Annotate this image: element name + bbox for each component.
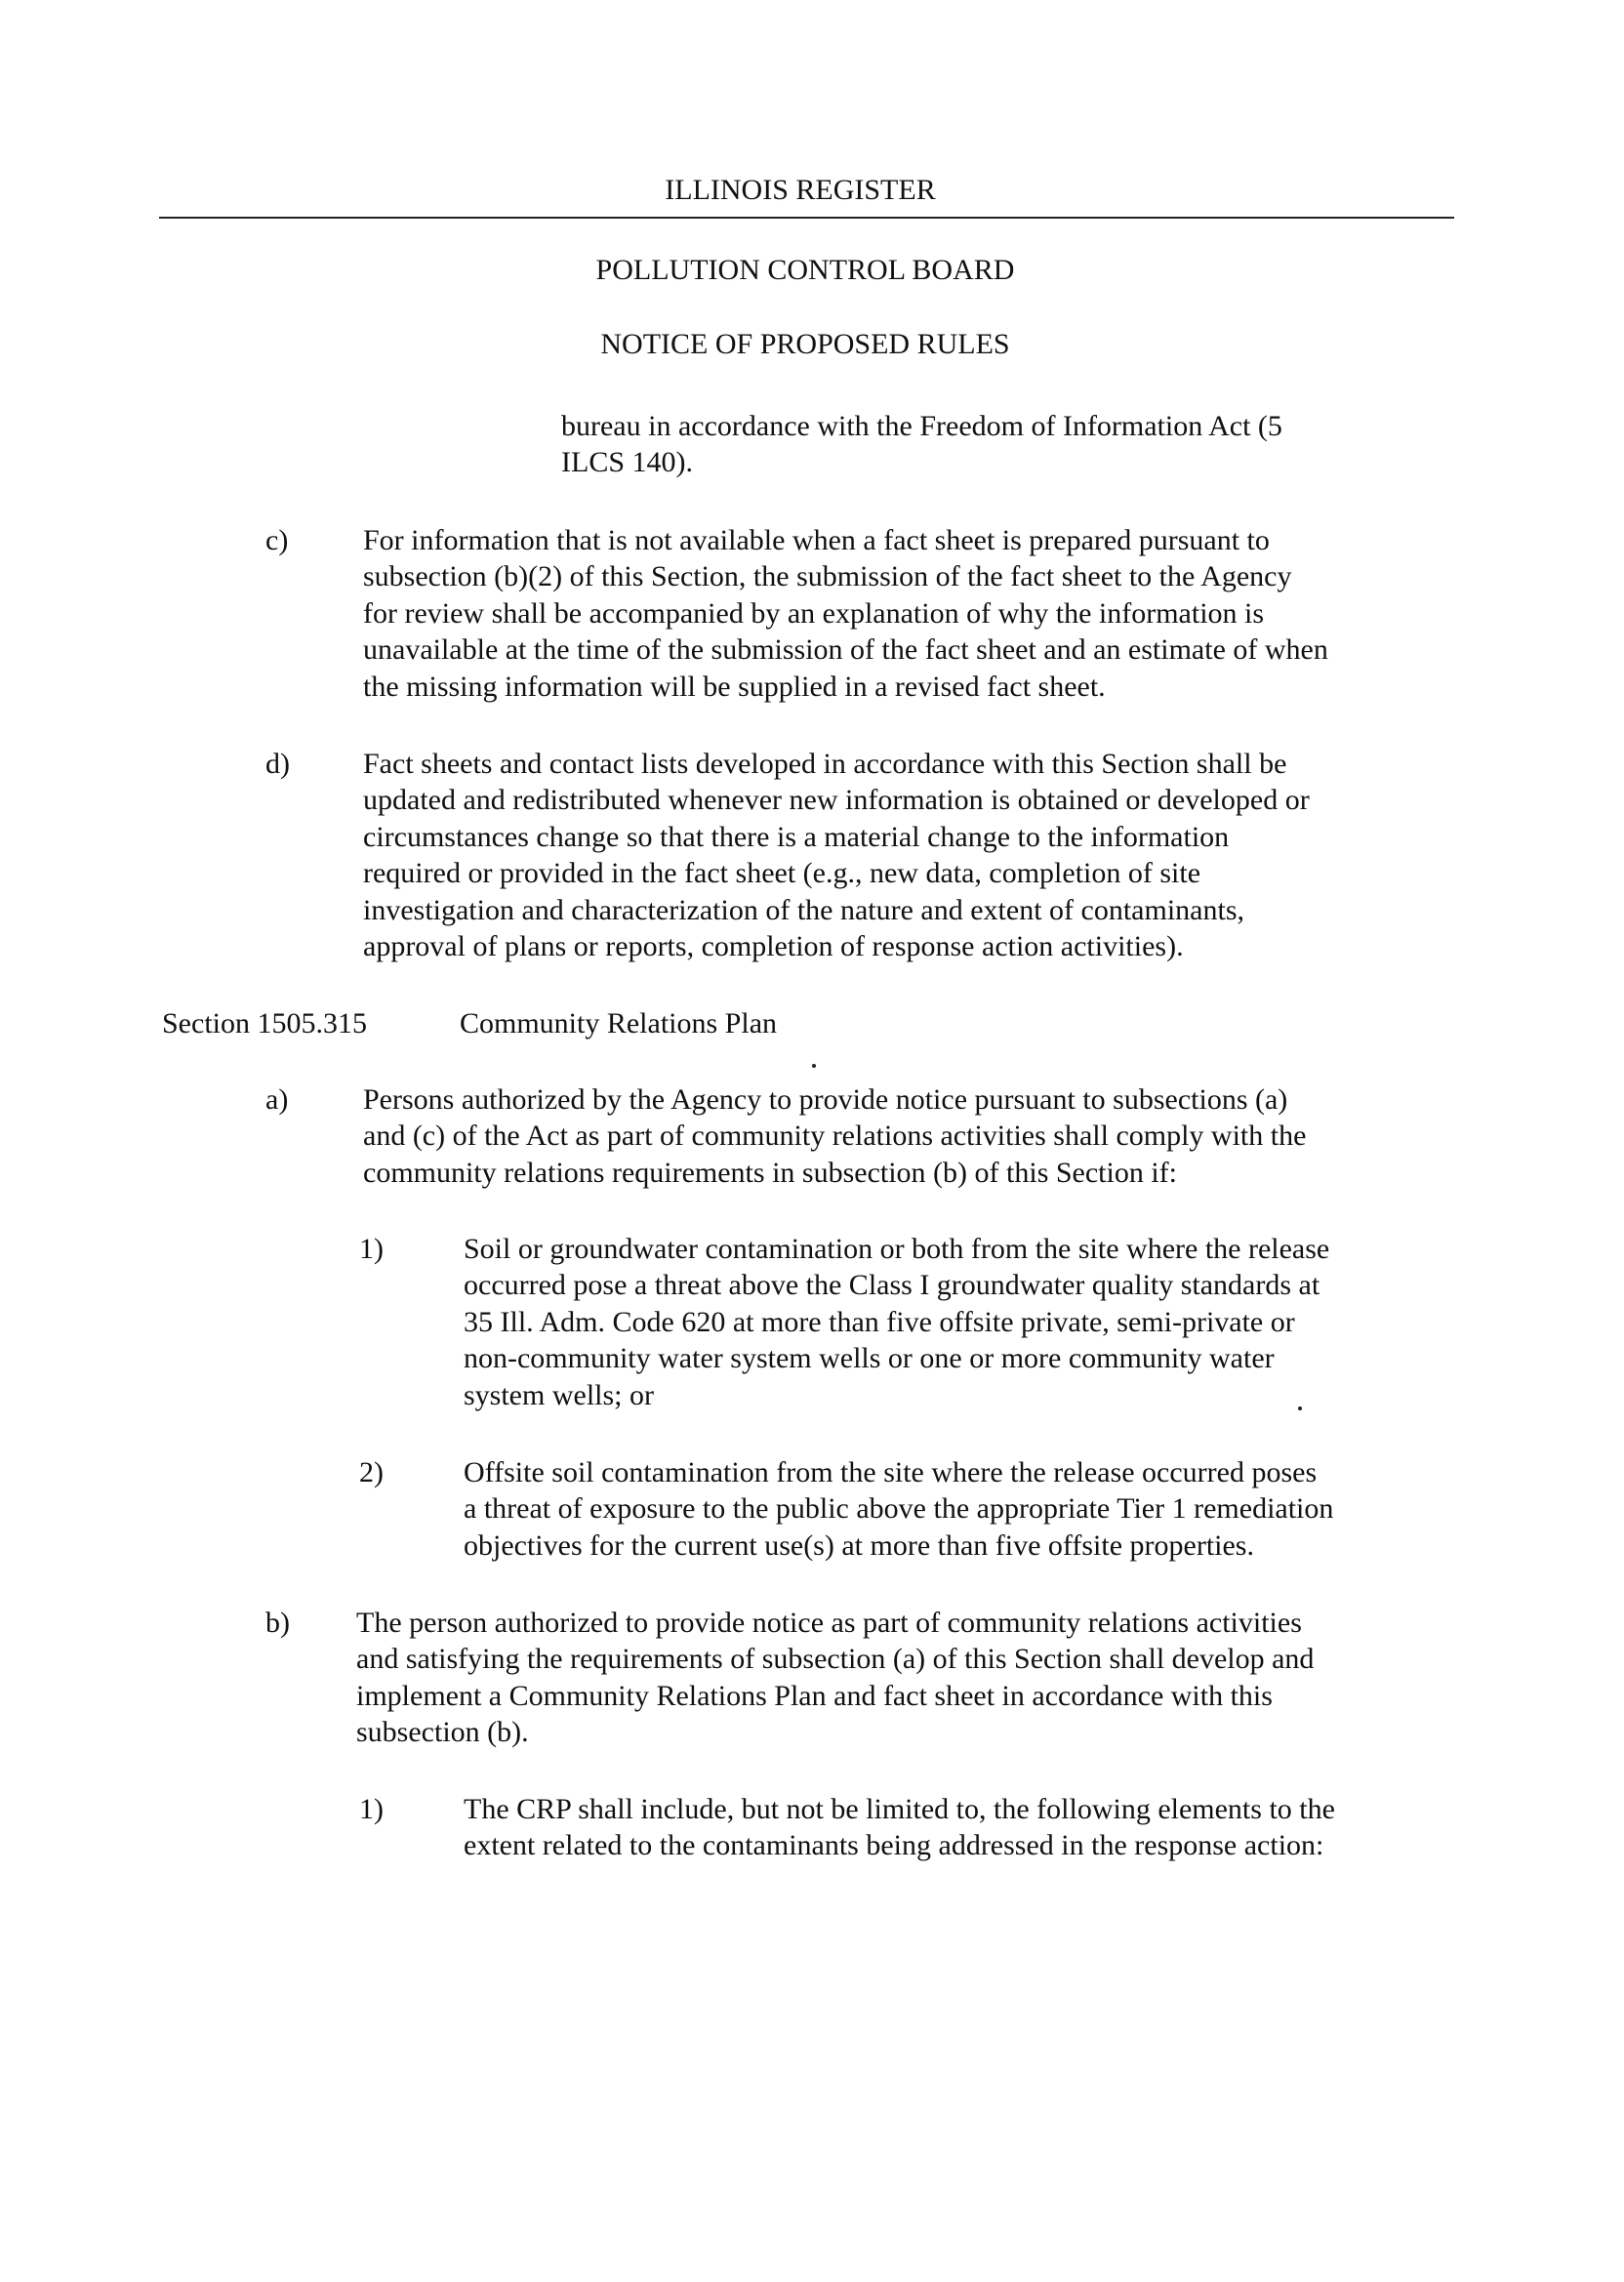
item-d-label: d) [265,748,290,780]
item-c-line: subsection (b)(2) of this Section, the submission of the fact sheet to the Agency [363,560,1292,592]
item-a1-line: 35 Ill. Adm. Code 620 at more than five offsite private, semi-private or [464,1306,1295,1338]
item-d-line: investigation and characterization of the nature and extent of contaminants, [363,894,1244,926]
item-b1-line: extent related to the contaminants being addressed in the response action: [464,1829,1324,1861]
item-d-line: circumstances change so that there is a material change to the information [363,821,1230,853]
scan-speck [812,1064,816,1068]
header-rule [159,217,1454,219]
item-b1-label: 1) [359,1793,384,1825]
continuation-line: ILCS 140). [561,446,693,478]
register-heading: ILLINOIS REGISTER [665,174,936,206]
item-b-line: and satisfying the requirements of subsection (a) of this Section shall develop and [356,1643,1315,1675]
item-b1-line: The CRP shall include, but not be limited to, the following elements to the [464,1793,1335,1825]
item-a-line: community relations requirements in subsection (b) of this Section if: [363,1157,1178,1189]
item-c-line: unavailable at the time of the submission of the fact sheet and an estimate of when [363,633,1328,666]
notice-heading: NOTICE OF PROPOSED RULES [600,328,1010,360]
item-d-line: updated and redistributed whenever new information is obtained or developed or [363,784,1310,816]
scan-speck [1298,1406,1302,1410]
item-a-label: a) [265,1083,289,1116]
section-title: Community Relations Plan [460,1007,778,1039]
item-a2-line: Offsite soil contamination from the site where the release occurred poses [464,1456,1318,1488]
item-a2-line: objectives for the current use(s) at more than five offsite properties. [464,1529,1254,1562]
item-a2-line: a threat of exposure to the public above the appropriate Tier 1 remediation [464,1492,1334,1525]
item-b-line: The person authorized to provide notice as part of community relations activities [356,1607,1302,1639]
item-c-line: for review shall be accompanied by an explanation of why the information is [363,597,1265,630]
item-a2-label: 2) [359,1456,384,1488]
board-heading: POLLUTION CONTROL BOARD [595,254,1015,286]
item-a-line: and (c) of the Act as part of community relations activities shall comply with the [363,1120,1307,1152]
item-d-line: Fact sheets and contact lists developed in accordance with this Section shall be [363,748,1287,780]
item-c-line: For information that is not available when a fact sheet is prepared pursuant to [363,524,1270,556]
item-c-line: the missing information will be supplied in a revised fact sheet. [363,671,1106,703]
item-d-line: required or provided in the fact sheet (e.g., new data, completion of site [363,857,1201,889]
item-c-label: c) [265,524,289,556]
item-d-line: approval of plans or reports, completion of response action activities). [363,930,1184,962]
section-number: Section 1505.315 [162,1007,367,1039]
item-a1-line: non-community water system wells or one or more community water [464,1342,1275,1374]
item-a1-label: 1) [359,1233,384,1265]
item-a-line: Persons authorized by the Agency to provide notice pursuant to subsections (a) [363,1083,1288,1116]
item-a1-line: occurred pose a threat above the Class I groundwater quality standards at [464,1269,1320,1301]
item-b-label: b) [265,1607,290,1639]
item-b-line: implement a Community Relations Plan and fact sheet in accordance with this [356,1680,1273,1712]
continuation-line: bureau in accordance with the Freedom of Information Act (5 [561,410,1282,442]
item-a1-line: Soil or groundwater contamination or both from the site where the release [464,1233,1330,1265]
item-a1-line: system wells; or [464,1379,654,1411]
item-b-line: subsection (b). [356,1716,529,1748]
